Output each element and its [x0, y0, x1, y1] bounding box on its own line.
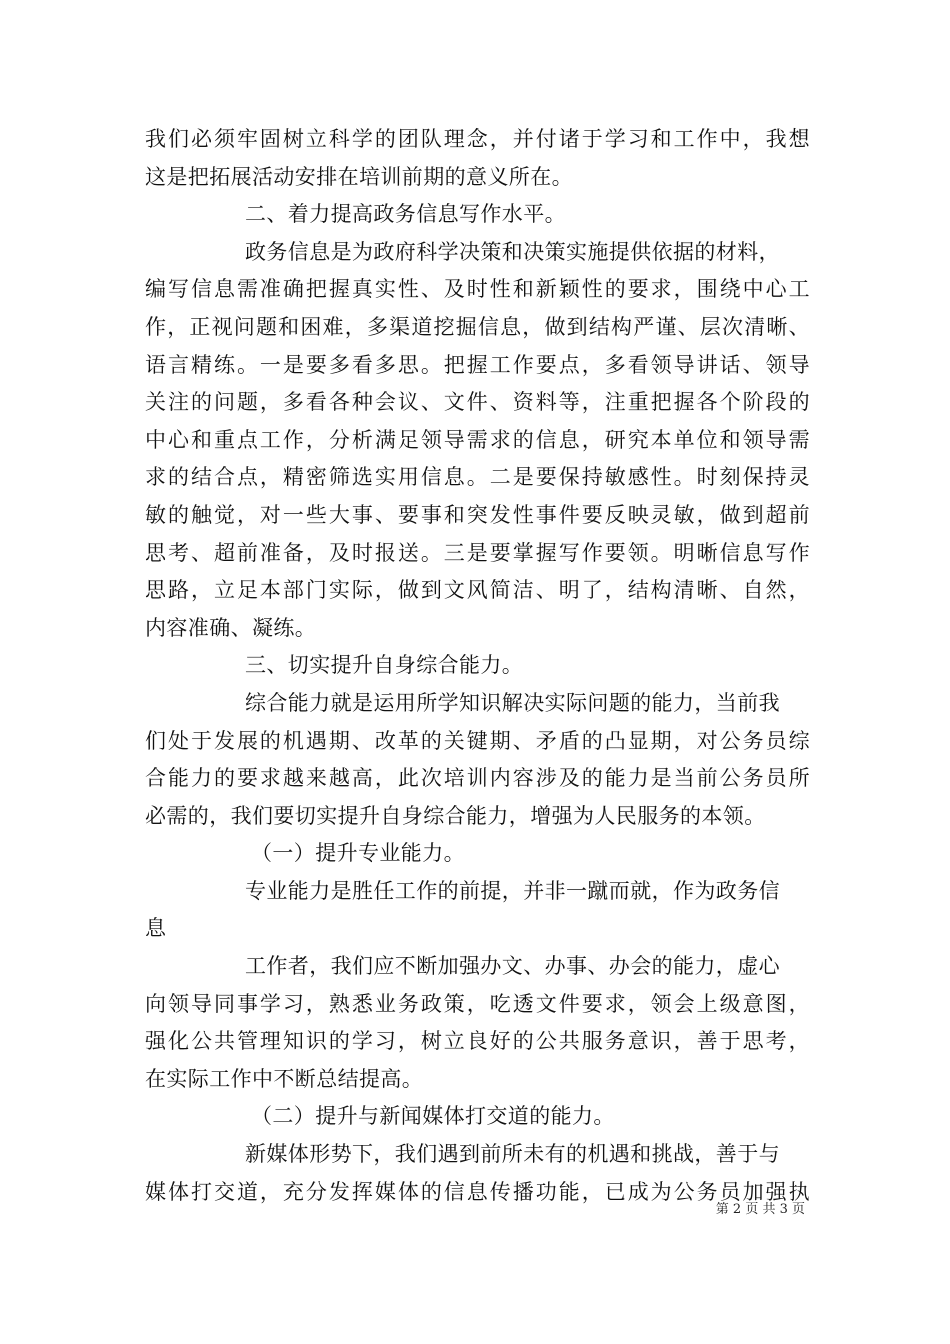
paragraph-line: 们处于发展的机遇期、改革的关键期、矛盾的凸显期，对公务员综 — [145, 728, 810, 753]
paragraph-line: 新媒体形势下，我们遇到前所未有的机遇和挑战，善于与 — [245, 1142, 780, 1167]
paragraph-line: 这是把拓展活动安排在培训前期的意义所在。 — [145, 164, 573, 189]
paragraph-line: 语言精练。一是要多看多思。把握工作要点，多看领导讲话、领导 — [145, 352, 810, 377]
subsection-heading: （一）提升专业能力。 — [251, 841, 465, 866]
paragraph-line: 工作者，我们应不断加强办文、办事、办会的能力，虚心 — [245, 954, 780, 979]
paragraph-line: 中心和重点工作，分析满足领导需求的信息，研究本单位和领导需 — [145, 427, 810, 452]
paragraph-line: 思考、超前准备，及时报送。三是要掌握写作要领。明晰信息写作 — [145, 540, 810, 565]
page-number: 第 2 页 共 3 页 — [715, 1202, 805, 1217]
paragraph-line: 合能力的要求越来越高，此次培训内容涉及的能力是当前公务员所 — [145, 766, 810, 791]
paragraph-line: 求的结合点，精密筛选实用信息。二是要保持敏感性。时刻保持灵 — [145, 465, 810, 490]
body-text — [145, 121, 810, 1211]
paragraph-line: 我们必须牢固树立科学的团队理念，并付诸于学习和工作中，我想 — [145, 127, 810, 151]
subsection-heading: （二）提升与新闻媒体打交道的能力。 — [251, 1104, 615, 1129]
paragraph-line: 必需的，我们要切实提升自身综合能力，增强为人民服务的本领。 — [145, 803, 766, 828]
paragraph-line: 综合能力就是运用所学知识解决实际问题的能力，当前我 — [245, 690, 780, 715]
paragraph-line: 媒体打交道，充分发挥媒体的信息传播功能，已成为公务员加强执 — [145, 1179, 810, 1204]
paragraph-line: 强化公共管理知识的学习，树立良好的公共服务意识，善于思考， — [145, 1029, 810, 1054]
paragraph-line: 息 — [145, 916, 167, 941]
paragraph-line: 作，正视问题和困难，多渠道挖掘信息，做到结构严谨、层次清晰、 — [145, 314, 810, 339]
section-heading: 三、切实提升自身综合能力。 — [245, 653, 524, 678]
paragraph-line: 敏的触觉，对一些大事、要事和突发性事件要反映灵敏，做到超前 — [145, 502, 810, 527]
paragraph-line: 向领导同事学习，熟悉业务政策，吃透文件要求，领会上级意图， — [145, 991, 810, 1016]
paragraph-line: 思路，立足本部门实际，做到文风简洁、明了，结构清晰、自然， — [145, 578, 810, 603]
paragraph-line: 在实际工作中不断总结提高。 — [145, 1066, 424, 1091]
paragraph-line: 关注的问题，多看各种会议、文件、资料等，注重把握各个阶段的 — [145, 390, 810, 415]
paragraph-line: 专业能力是胜任工作的前提，并非一蹴而就，作为政务信 — [245, 878, 780, 903]
paragraph-line: 内容准确、凝练。 — [145, 615, 317, 640]
paragraph-line: 政务信息是为政府科学决策和决策实施提供依据的材料， — [245, 239, 780, 264]
section-heading: 二、着力提高政务信息写作水平。 — [245, 202, 566, 227]
paragraph-line: 编写信息需准确把握真实性、及时性和新颖性的要求，围绕中心工 — [145, 277, 810, 302]
